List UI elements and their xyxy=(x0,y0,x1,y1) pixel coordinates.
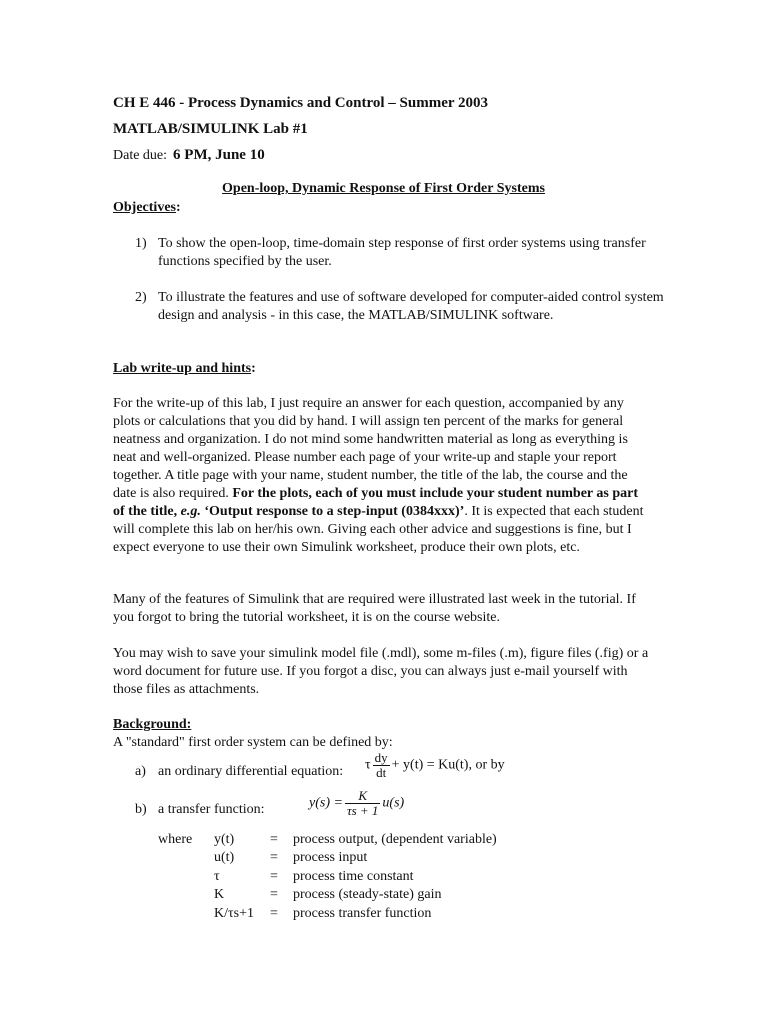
def-equals: = xyxy=(270,869,278,884)
def-description: process transfer function xyxy=(293,906,432,921)
item-a-text: an ordinary differential equation: xyxy=(158,764,344,779)
where-label: where xyxy=(158,832,193,847)
objective-1-text: To show the open-loop, time-domain step response of first order systems using transfer functions specified by the user. xyxy=(158,236,646,269)
objectives-heading: Objectives: xyxy=(113,200,181,215)
lab-title: MATLAB/SIMULINK Lab #1 xyxy=(113,121,308,137)
objective-2-number: 2) xyxy=(135,290,147,305)
transfer-fraction: $\frac{K}{\tau s + 1}$ xyxy=(346,788,379,818)
item-a-label: a) xyxy=(135,764,146,779)
background-intro: A "standard" first order system can be defined by: xyxy=(113,735,393,750)
def-description: process output, (dependent variable) xyxy=(293,832,497,847)
def-symbol: K/τs+1 xyxy=(214,906,254,921)
def-description: process input xyxy=(293,850,368,865)
writeup-paragraph-2: Many of the features of Simulink that are required were illustrated last week in the tutorial. If you forgot to bring the tutorial worksheet, it is on the course website. xyxy=(113,592,636,625)
due-date-label: Date due: xyxy=(113,148,168,163)
def-symbol: y(t) xyxy=(214,832,235,847)
def-symbol: u(t) xyxy=(214,850,235,865)
writeup-paragraph-3: You may wish to save your simulink model file (.mdl), some m-files (.m), figure files (.fig) or a word document for future use. If you forgot a disc, you can always just e-mail yourself with those files as attachments. xyxy=(113,646,649,697)
objective-2-text: To illustrate the features and use of software developed for computer-aided control system design and analysis - in this case, the MATLAB/SIMULINK software. xyxy=(158,290,664,323)
course-title: CH E 446 - Process Dynamics and Control – Summer 2003 xyxy=(113,95,488,111)
def-equals: = xyxy=(270,887,278,902)
def-description: process (steady-state) gain xyxy=(293,887,442,902)
def-equals: = xyxy=(270,832,278,847)
item-b-label: b) xyxy=(135,802,147,817)
derivative-fraction: $\frac{dy}{dt}$ xyxy=(374,750,388,780)
due-date-line xyxy=(113,146,265,165)
writeup-heading: Lab write-up and hints: xyxy=(113,361,256,376)
def-equals: = xyxy=(270,850,278,865)
objective-1-number: 1) xyxy=(135,236,147,251)
due-date-value: 6 PM, June 10 xyxy=(173,147,265,163)
def-equals: = xyxy=(270,906,278,921)
transfer-function-equation: y(s) = $\frac{K}{\tau s + 1}$ u(s) xyxy=(309,788,405,818)
ode-equation: τ $\frac{dy}{dt}$ + y(t) = Ku(t), or by xyxy=(365,750,505,780)
main-title: Open-loop, Dynamic Response of First Order Systems xyxy=(222,181,545,196)
writeup-paragraph-1: For the write-up of this lab, I just require an answer for each question, accompanied by any plots or calculations that you did by hand. I will assign ten percent of the marks for general neatness and organization. I do not mind some handwritten material as long as everything is neat and well-organized. Please number each page of your write-up and staple your report together. A title page with your name, student number, the title of the lab, the course and the date is also required. For the plots, each of you must include your student number as part of the title, e.g. ‘Output response to a step-input (0384xxx)’. It is expected that each student will complete this lab on her/his own. Giving each other advice and suggestions is fine, but I expect everyone to use their own Simulink worksheet, produce their own plots, etc. xyxy=(113,396,644,555)
def-symbol: K xyxy=(214,887,225,902)
item-b-text: a transfer function: xyxy=(158,802,265,817)
def-description: process time constant xyxy=(293,869,414,884)
def-symbol: τ xyxy=(214,869,220,884)
background-heading: Background: xyxy=(113,717,192,732)
